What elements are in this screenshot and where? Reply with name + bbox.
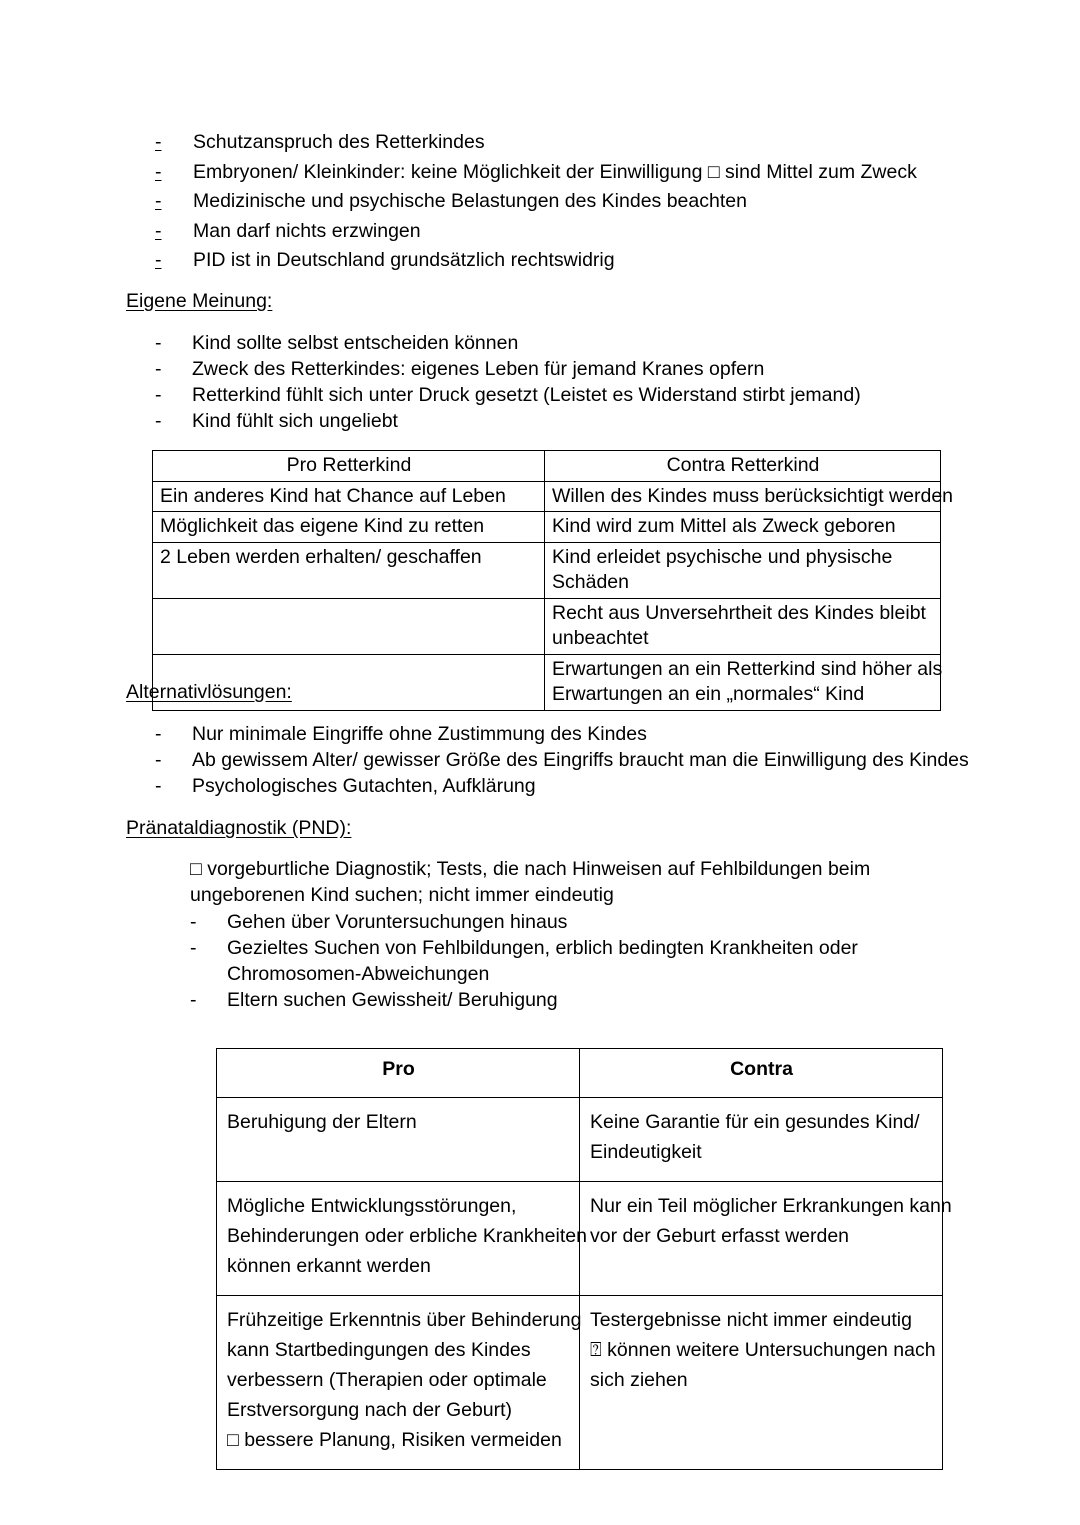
- list-item: [155, 161, 995, 191]
- top-dash-list: [155, 131, 995, 279]
- dash-marker: -: [155, 249, 162, 271]
- list-item-text: Psychologisches Gutachten, Aufklärung: [192, 775, 536, 797]
- cell-line: sich ziehen: [590, 1369, 688, 1391]
- alternativloesungen-bullets: [155, 723, 985, 801]
- table-row: [153, 598, 941, 654]
- list-item: [155, 358, 985, 384]
- hyphen-marker: -: [155, 410, 162, 432]
- hyphen-marker: -: [155, 723, 162, 745]
- list-item: [155, 384, 985, 410]
- eigene-meinung-bullets: [155, 332, 985, 436]
- hyphen-marker: -: [190, 937, 197, 959]
- table-pro-contra-pnd: [216, 1048, 952, 1470]
- list-item-continuation: Chromosomen-Abweichungen: [227, 963, 490, 985]
- table-row: [153, 481, 941, 512]
- cell-pro: [153, 481, 545, 512]
- cell-line: 2 Leben werden erhalten/ geschaffen: [160, 545, 482, 568]
- list-item: [190, 989, 980, 1015]
- cell-contra: [545, 598, 941, 654]
- list-item-text: Schutzanspruch des Retterkindes: [193, 131, 485, 153]
- heading-alternativloesungen: Alternativlösungen:: [126, 681, 292, 703]
- list-item: [155, 249, 995, 279]
- cell-line: Erwartungen an ein Retterkind sind höher als: [552, 657, 943, 680]
- heading-eigene-meinung: Eigene Meinung:: [126, 290, 273, 312]
- cell-pro: [217, 1182, 587, 1296]
- list-item-text: Eltern suchen Gewissheit/ Beruhigung: [227, 989, 558, 1011]
- list-item: [155, 220, 995, 250]
- cell-line: können erkannt werden: [227, 1255, 431, 1277]
- cell-pro: [153, 598, 545, 654]
- table-pro-contra-retterkind: [152, 450, 954, 711]
- cell-contra: [545, 481, 954, 512]
- cell-contra: [545, 654, 941, 710]
- column-header-pro: Pro Retterkind: [153, 451, 545, 482]
- cell-contra: [580, 1182, 952, 1296]
- dash-marker: -: [155, 160, 162, 183]
- list-item-text: Man darf nichts erzwingen: [193, 219, 421, 242]
- cell-line: Schäden: [552, 571, 629, 593]
- list-item-text: Nur minimale Eingriffe ohne Zustimmung des Kindes: [192, 723, 647, 745]
- list-item: [155, 332, 985, 358]
- cell-line: Kind wird zum Mittel als Zweck geboren: [552, 515, 896, 537]
- cell-line: Testergebnisse nicht immer eindeutig: [590, 1309, 912, 1331]
- list-item: [190, 937, 980, 963]
- cell-line: Ein anderes Kind hat Chance auf Leben: [160, 484, 506, 507]
- cell-line: Willen des Kindes muss berücksichtigt werden: [552, 484, 954, 507]
- cell-line: Nur ein Teil möglicher Erkrankungen kann: [590, 1195, 952, 1217]
- cell-line: Keine Garantie für ein gesundes Kind/: [590, 1111, 920, 1133]
- hyphen-marker: -: [155, 332, 162, 354]
- table-header-row: [153, 451, 941, 482]
- pnd-bullets: [190, 911, 980, 1015]
- table-header-row: [217, 1049, 943, 1098]
- cell-pro: [217, 1296, 580, 1470]
- table-row: [153, 542, 941, 598]
- dash-marker: -: [155, 190, 162, 212]
- list-item-text: Medizinische und psychische Belastungen des Kindes beachten: [193, 190, 747, 212]
- cell-line: Eindeutigkeit: [590, 1141, 702, 1163]
- list-item: [155, 190, 995, 220]
- list-item-text: Gezieltes Suchen von Fehlbildungen, erblich bedingten Krankheiten oder: [227, 937, 858, 959]
- table-row: [153, 512, 941, 543]
- dash-marker: -: [155, 219, 162, 242]
- cell-line: Recht aus Unversehrtheit des Kindes bleibt: [552, 601, 926, 624]
- heading-praenataldiagnostik: Pränataldiagnostik (PND):: [126, 817, 352, 839]
- cell-contra: [545, 512, 941, 543]
- cell-pro: [153, 512, 545, 543]
- cell-line: vor der Geburt erfasst werden: [590, 1225, 850, 1247]
- hyphen-marker: -: [155, 358, 162, 380]
- list-item: [155, 131, 995, 161]
- cell-line: unbeachtet: [552, 627, 649, 649]
- cell-contra: [545, 542, 941, 598]
- cell-pro: [153, 542, 545, 598]
- list-item-text: PID ist in Deutschland grundsätzlich rechtswidrig: [193, 249, 615, 271]
- list-item-text: Embryonen/ Kleinkinder: keine Möglichkeit der Einwilligung □ sind Mittel zum Zweck: [193, 160, 917, 183]
- cell-contra: [580, 1098, 943, 1182]
- cell-line: Erstversorgung nach der Geburt): [227, 1399, 513, 1421]
- list-item: [155, 775, 985, 801]
- cell-line: kann Startbedingungen des Kindes: [227, 1339, 531, 1361]
- list-item: [190, 911, 980, 937]
- hyphen-marker: -: [190, 911, 197, 933]
- list-item: [190, 963, 980, 989]
- list-item-text: Retterkind fühlt sich unter Druck gesetzt (Leistet es Widerstand stirbt jemand): [192, 384, 861, 406]
- hyphen-marker: -: [155, 749, 162, 771]
- cell-line: Kind erleidet psychische und physische: [552, 545, 893, 568]
- hyphen-marker: -: [190, 989, 197, 1011]
- cell-line: Mögliche Entwicklungsstörungen,: [227, 1195, 517, 1217]
- cell-line: Frühzeitige Erkenntnis über Behinderung: [227, 1309, 582, 1331]
- table-row: [217, 1182, 943, 1296]
- list-item: [155, 723, 985, 749]
- pnd-definition: □ vorgeburtliche Diagnostik; Tests, die nach Hinweisen auf Fehlbildungen beim ungeborenen Kind suchen; nicht immer eindeutig: [190, 858, 871, 906]
- cell-line: verbessern (Therapien oder optimale: [227, 1369, 547, 1391]
- column-header-contra: Contra: [580, 1049, 943, 1098]
- list-item-text: Gehen über Voruntersuchungen hinaus: [227, 911, 568, 933]
- cell-line: Behinderungen oder erbliche Krankheiten: [227, 1225, 587, 1247]
- list-item-text: Zweck des Retterkindes: eigenes Leben für jemand Kranes opfern: [192, 358, 765, 380]
- list-item-text: Kind fühlt sich ungeliebt: [192, 410, 398, 432]
- list-item: [155, 410, 985, 436]
- cell-line: Erwartungen an ein „normales“ Kind: [552, 683, 865, 705]
- column-header-pro: Pro: [217, 1049, 580, 1098]
- cell-line: Möglichkeit das eigene Kind zu retten: [160, 515, 485, 537]
- table-row: [217, 1098, 943, 1182]
- column-header-contra: Contra Retterkind: [545, 451, 941, 482]
- cell-line: Beruhigung der Eltern: [227, 1111, 417, 1133]
- cell-line: □ bessere Planung, Risiken vermeiden: [227, 1429, 562, 1451]
- cell-line: ⍰ können weitere Untersuchungen nach: [590, 1339, 936, 1361]
- table-row: [217, 1296, 943, 1470]
- cell-contra: [580, 1296, 943, 1470]
- list-item-text: Kind sollte selbst entscheiden können: [192, 332, 519, 354]
- list-item-text: Ab gewissem Alter/ gewisser Größe des Eingriffs braucht man die Einwilligung des Kindes: [192, 749, 969, 771]
- list-item: [155, 749, 985, 775]
- hyphen-marker: -: [155, 384, 162, 406]
- cell-pro: [217, 1098, 580, 1182]
- dash-marker: -: [155, 131, 162, 153]
- hyphen-marker: -: [155, 775, 162, 797]
